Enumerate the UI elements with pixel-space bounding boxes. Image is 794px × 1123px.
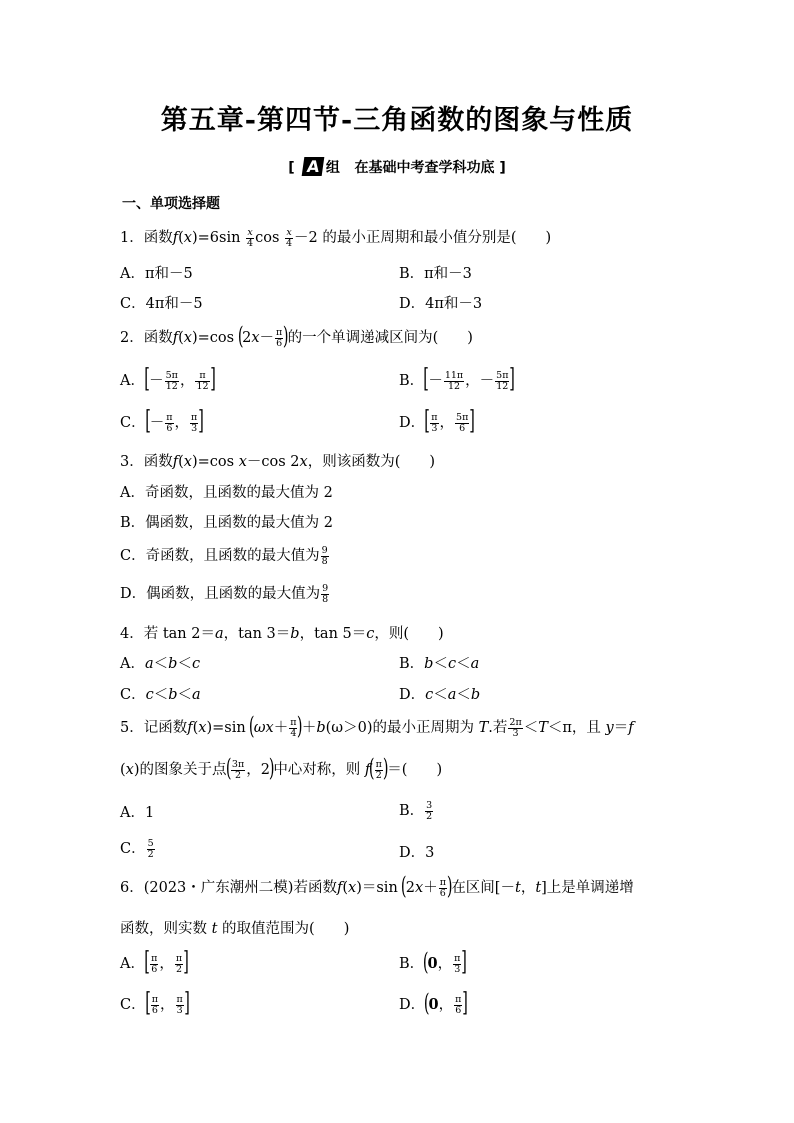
q5-option-a[interactable]: A．1: [120, 805, 155, 821]
q1-option-c[interactable]: C．4π和－5: [120, 296, 203, 312]
q1-option-b[interactable]: B．π和－3: [399, 266, 472, 282]
group-zu: 组: [325, 160, 340, 176]
left-bracket: [: [288, 160, 295, 176]
q3-option-b[interactable]: B．偶函数，且函数的最大值为 2: [120, 515, 333, 531]
q6-option-b[interactable]: B．(0， $\frac{\pi}{3}$ ]: [399, 947, 468, 977]
q3-option-d[interactable]: D．偶函数，且函数的最大值为 $\frac{9}{8}$: [120, 582, 329, 605]
fraction: $\frac{x}{4}$: [286, 226, 293, 249]
q2-option-a[interactable]: A．[－ $\frac{5\pi}{12}$ ， $\frac{\pi}{12}$ ]: [120, 364, 216, 394]
q6-option-d[interactable]: D．(0， $\frac{\pi}{6}$ ]: [399, 988, 469, 1018]
page-title: 第五章-第四节-三角函数的图象与性质: [160, 105, 634, 136]
section-title: 一、单项选择题: [122, 196, 220, 212]
question-1: 1．函数f(x)=6sin $\frac{x}{4}$ cos $\frac{x}{4}$ －2 的最小正周期和最小值分别是( ): [120, 226, 552, 249]
q2-option-d[interactable]: D．[ $\frac{\pi}{3}$ ， $\frac{5\pi}{6}$ ]: [399, 406, 476, 436]
question-6-line-1: 6．(2023・广东潮州二模)若函数f(x)＝sin (2x＋ $\frac{\pi}{6}$ )在区间[－t，t]上是单调递增: [120, 872, 634, 900]
question-2: 2．函数f(x)=cos (2x－ $\frac{\pi}{6}$ )的一个单调递减区间为( ): [120, 322, 473, 350]
q1-option-d[interactable]: D．4π和－3: [399, 296, 483, 312]
q2-option-b[interactable]: B．[－ $\frac{11\pi}{12}$ ，－ $\frac{5\pi}{12}$ ]: [399, 364, 516, 394]
q5-option-b[interactable]: B． $\frac{3}{2}$: [399, 799, 433, 822]
q6-option-c[interactable]: C．[ $\frac{\pi}{6}$ ， $\frac{\pi}{3}$ ]: [120, 988, 190, 1018]
q4-option-a[interactable]: A．a＜b＜c: [120, 656, 201, 672]
group-header: [0, 157, 794, 177]
q1-option-a[interactable]: A．π和－5: [120, 266, 193, 282]
q5-option-c[interactable]: C． $\frac{5}{2}$: [120, 837, 154, 860]
right-bracket: ]: [499, 160, 506, 176]
q2-option-c[interactable]: C．[－ $\frac{\pi}{6}$ ， $\frac{\pi}{3}$ ]: [120, 406, 205, 436]
q4-option-c[interactable]: C．c＜b＜a: [120, 687, 201, 703]
question-5-line-2: (x)的图象关于点( $\frac{3\pi}{2}$ ，2)中心对称，则 f( $\frac{\pi}{2}$ )＝( ): [120, 754, 443, 782]
q3-option-a[interactable]: A．奇函数，且函数的最大值为 2: [120, 485, 333, 501]
question-3: 3．函数f(x)=cos x－cos 2x，则该函数为( ): [120, 454, 436, 470]
fraction: $\frac{x}{4}$: [247, 226, 254, 249]
q6-option-a[interactable]: A．[ $\frac{\pi}{6}$ ， $\frac{\pi}{2}$ ]: [120, 947, 190, 977]
group-text: 在基础中考查学科功底: [354, 160, 495, 176]
q4-option-b[interactable]: B．b＜c＜a: [399, 656, 480, 672]
group-badge: A: [302, 157, 325, 176]
q5-option-d[interactable]: D．3: [399, 845, 435, 861]
question-6-line-2: 函数，则实数 t 的取值范围为( ): [120, 921, 350, 937]
q3-option-c[interactable]: C．奇函数，且函数的最大值为 $\frac{9}{8}$: [120, 544, 328, 567]
q4-option-d[interactable]: D．c＜a＜b: [399, 687, 481, 703]
question-5-line-1: 5．记函数f(x)=sin (ωx＋ $\frac{\pi}{4}$ )＋b(ω＞0)的最小正周期为 T.若 $\frac{2\pi}{3}$ ＜T＜π，且 y＝f: [120, 712, 634, 740]
question-4: 4．若 tan 2＝a，tan 3＝b，tan 5＝c，则( ): [120, 626, 444, 642]
